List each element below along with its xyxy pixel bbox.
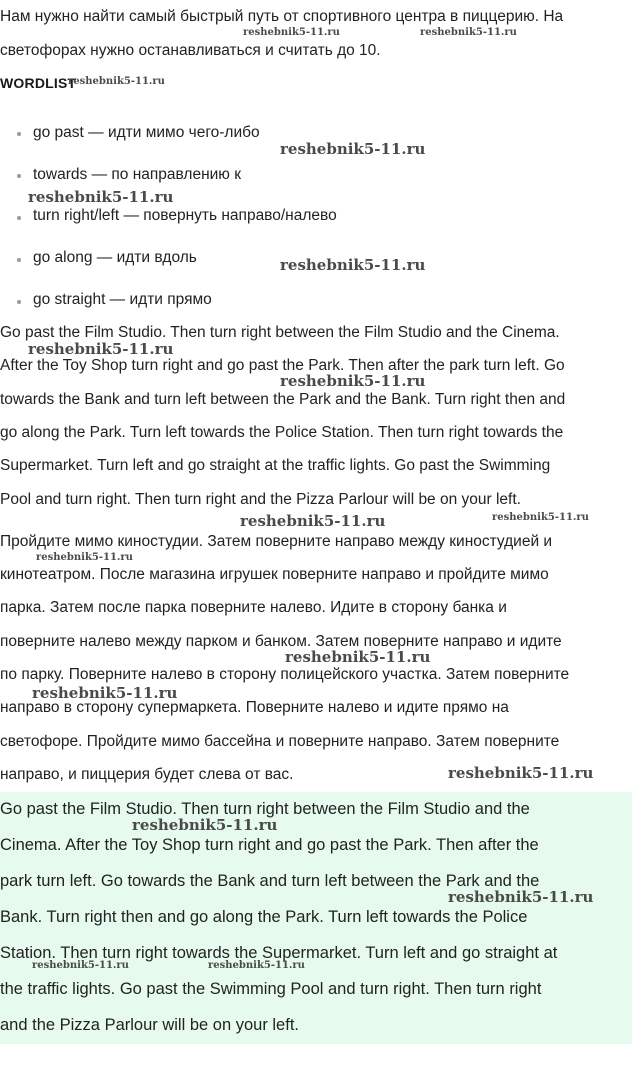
wordlist-item: turn right/left — повернуть направо/налево xyxy=(33,207,337,224)
watermark: reshebnik5-11.ru xyxy=(492,512,589,523)
watermark: reshebnik5-11.ru xyxy=(280,372,426,390)
russian-line: направо в сторону супермаркета. Поверните налево и идите прямо на xyxy=(0,699,509,716)
watermark: reshebnik5-11.ru xyxy=(32,684,178,702)
intro-line-2: светофорах нужно останавливаться и считать до 10. xyxy=(0,42,381,59)
watermark: reshebnik5-11.ru xyxy=(32,960,129,971)
watermark: reshebnik5-11.ru xyxy=(132,816,278,834)
english-line: Supermarket. Turn left and go straight at the traffic lights. Go past the Swimming xyxy=(0,457,551,474)
watermark: reshebnik5-11.ru xyxy=(68,76,165,87)
bullet-icon xyxy=(17,132,21,136)
watermark: reshebnik5-11.ru xyxy=(28,340,174,358)
wordlist-item: towards — по направлению к xyxy=(33,166,241,183)
russian-line: кинотеатром. После магазина игрушек поверните направо и пройдите мимо xyxy=(0,566,549,583)
answer-line: Bank. Turn right then and go along the Park. Turn left towards the Police xyxy=(0,908,528,926)
russian-line: светофоре. Пройдите мимо бассейна и поверните направо. Затем поверните xyxy=(0,733,560,750)
answer-line: Station. Then turn right towards the Supermarket. Turn left and go straight at xyxy=(0,944,558,962)
russian-line: по парку. Поверните налево в сторону полицейского участка. Затем поверните xyxy=(0,666,570,683)
answer-line: the traffic lights. Go past the Swimming Pool and turn right. Then turn right xyxy=(0,980,542,998)
russian-line: Пройдите мимо киностудии. Затем поверните направо между киностудией и xyxy=(0,533,553,550)
wordlist-item: go straight — идти прямо xyxy=(33,291,212,308)
watermark: reshebnik5-11.ru xyxy=(420,27,517,38)
watermark: reshebnik5-11.ru xyxy=(280,140,426,158)
answer-line: Cinema. After the Toy Shop turn right and go past the Park. Then after the xyxy=(0,836,539,854)
answer-line: Go past the Film Studio. Then turn right between the Film Studio and the xyxy=(0,800,530,818)
watermark: reshebnik5-11.ru xyxy=(280,256,426,274)
answer-line: and the Pizza Parlour will be on your left. xyxy=(0,1016,299,1034)
bullet-icon xyxy=(17,300,21,304)
russian-line: парка. Затем после парка поверните налево. Идите в сторону банка и xyxy=(0,599,507,616)
intro-line-1: Нам нужно найти самый быстрый путь от спортивного центра в пиццерию. На xyxy=(0,8,564,25)
watermark: reshebnik5-11.ru xyxy=(285,648,431,666)
english-line: go along the Park. Turn left towards the Police Station. Then turn right towards the xyxy=(0,424,564,441)
answer-line: park turn left. Go towards the Bank and turn left between the Park and the xyxy=(0,872,540,890)
watermark: reshebnik5-11.ru xyxy=(208,960,305,971)
watermark: reshebnik5-11.ru xyxy=(243,27,340,38)
answer-block xyxy=(0,792,632,1044)
english-line: Go past the Film Studio. Then turn right between the Film Studio and the Cinema. xyxy=(0,324,560,341)
watermark: reshebnik5-11.ru xyxy=(448,764,594,782)
watermark: reshebnik5-11.ru xyxy=(36,552,133,563)
watermark: reshebnik5-11.ru xyxy=(448,888,594,906)
russian-line: направо, и пиццерия будет слева от вас. xyxy=(0,766,294,783)
bullet-icon xyxy=(17,174,21,178)
watermark: reshebnik5-11.ru xyxy=(28,188,174,206)
english-line: Pool and turn right. Then turn right and the Pizza Parlour will be on your left. xyxy=(0,491,521,508)
bullet-icon xyxy=(17,258,21,262)
bullet-icon xyxy=(17,216,21,220)
wordlist-heading: WORDLIST xyxy=(0,75,77,91)
russian-line: поверните налево между парком и банком. Затем поверните направо и идите xyxy=(0,633,562,650)
wordlist-item: go along — идти вдоль xyxy=(33,249,197,266)
wordlist-item: go past — идти мимо чего-либо xyxy=(33,124,260,141)
watermark: reshebnik5-11.ru xyxy=(240,512,386,530)
english-line: After the Toy Shop turn right and go past the Park. Then after the park turn left. Go xyxy=(0,357,565,374)
english-line: towards the Bank and turn left between the Park and the Bank. Turn right then and xyxy=(0,391,566,408)
